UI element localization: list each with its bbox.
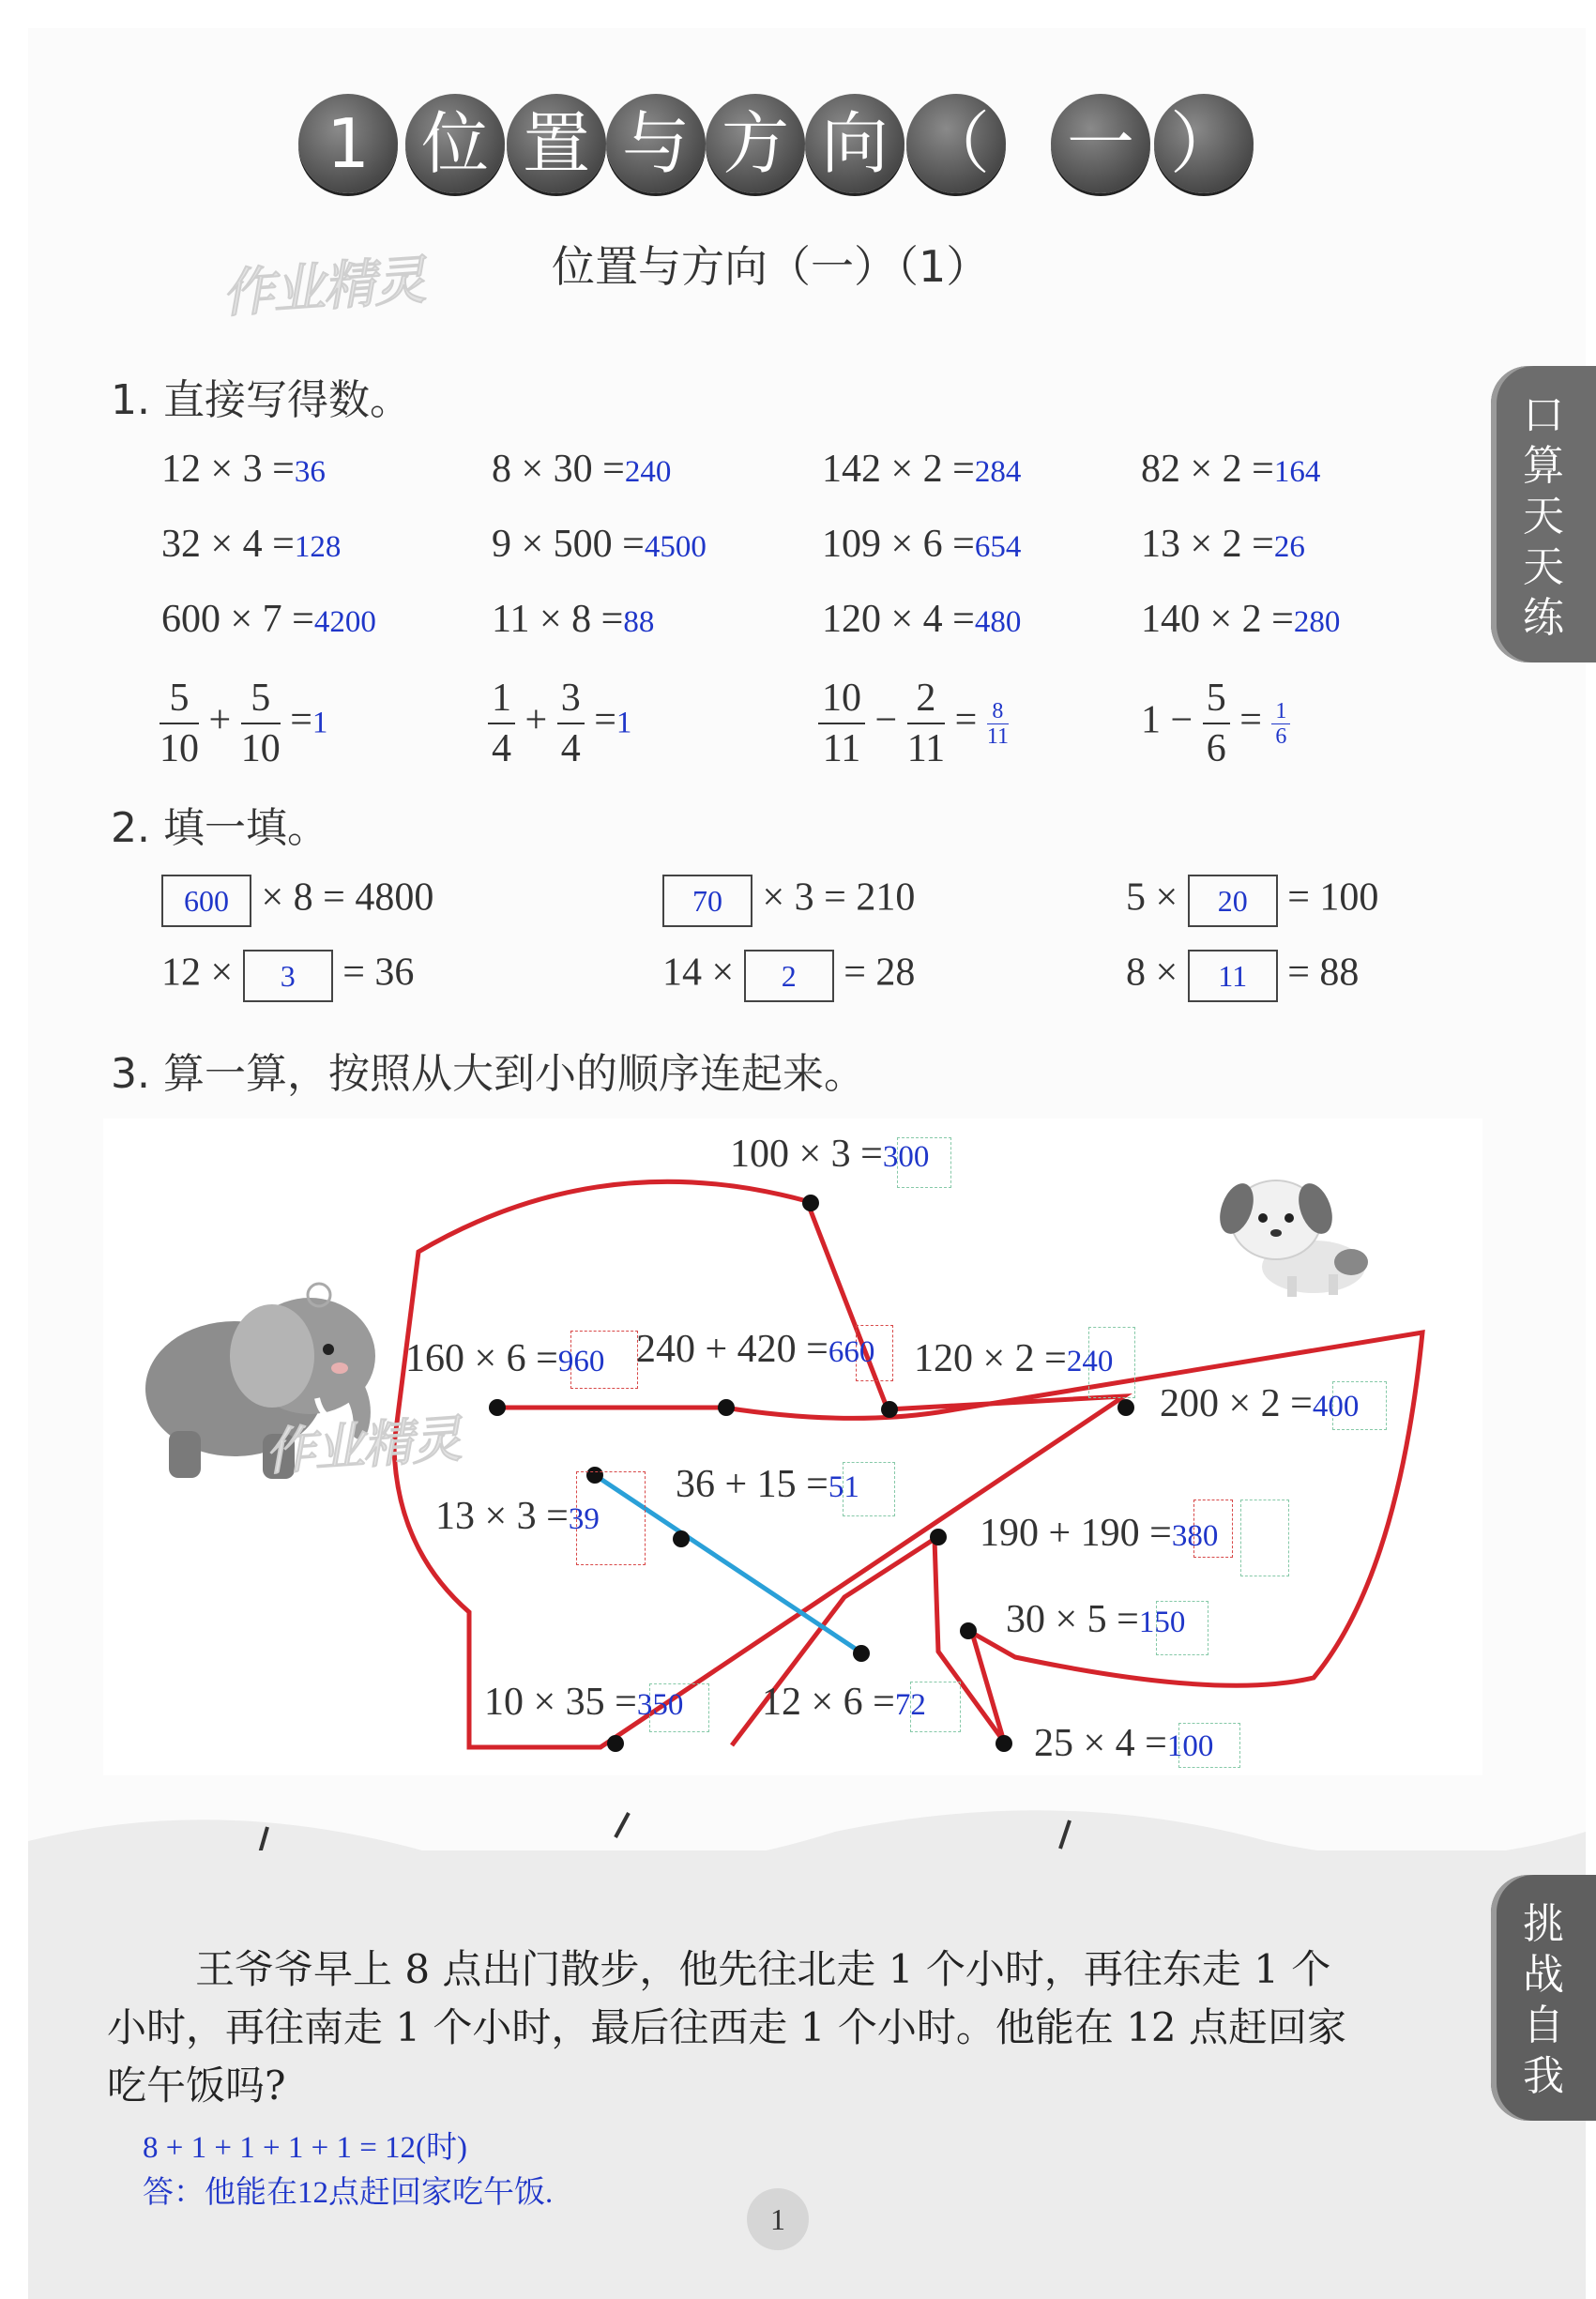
dot-350[interactable] <box>607 1735 624 1752</box>
answer: 960 <box>557 1345 605 1378</box>
title-char-pill: 一 <box>1051 94 1150 193</box>
expression: 240 + 420 = <box>636 1328 828 1371</box>
title-char-pill: 方 <box>706 94 805 193</box>
expression: 32 × 4 = <box>161 523 295 566</box>
equals: = <box>290 698 312 742</box>
dot-960[interactable] <box>489 1399 506 1416</box>
equation-pre: 14 × <box>662 951 735 995</box>
fill-box[interactable]: 2 <box>744 950 834 1002</box>
dot-100[interactable] <box>996 1735 1012 1752</box>
story-line-2: 小时，再往南走 1 个小时，最后往西走 1 个小时。他能在 12 点赶回家 <box>107 2004 1346 2050</box>
watermark-middle: 作业精灵 <box>263 1408 463 1483</box>
expression: 600 × 7 = <box>161 598 314 641</box>
dot-240[interactable] <box>881 1401 898 1418</box>
dot-380[interactable] <box>930 1529 947 1545</box>
answer: 350 <box>636 1688 684 1722</box>
expression: 142 × 2 = <box>822 448 975 491</box>
answer: 380 <box>1171 1519 1219 1553</box>
tab-daily-calc-char: 算 <box>1523 442 1564 490</box>
q2-heading: 2. 填一填。 <box>111 804 328 852</box>
tab-challenge-char: 自 <box>1523 2002 1564 2049</box>
denominator: 11 <box>906 727 946 770</box>
expression: 30 × 5 = <box>1006 1598 1139 1641</box>
answer: 128 <box>294 530 342 564</box>
equals: = <box>1239 698 1262 742</box>
title-char-pill: 位 <box>405 94 505 193</box>
tab-daily-calc-char: 天 <box>1523 543 1564 591</box>
operator: + <box>208 698 232 742</box>
tab-challenge <box>1491 1875 1596 2121</box>
numerator: 5 <box>1203 674 1230 724</box>
expression: 120 × 4 = <box>822 598 975 641</box>
dot-660[interactable] <box>718 1399 735 1416</box>
expression: 120 × 2 = <box>914 1337 1067 1380</box>
answer: 654 <box>974 530 1022 564</box>
answer: 51 <box>828 1470 859 1504</box>
equation-rest: = 100 <box>1287 875 1379 920</box>
equation-rest: = 36 <box>342 951 415 995</box>
q3-item-6 <box>676 1462 859 1507</box>
answer: 300 <box>882 1140 930 1174</box>
answer-box <box>1240 1500 1289 1576</box>
q3-item-7 <box>435 1494 600 1539</box>
tab-daily-calc-char: 天 <box>1523 493 1564 540</box>
tab-challenge-char: 挑 <box>1523 1900 1564 1948</box>
answer-line: 答：他能在12点赶回家吃午饭. <box>143 2176 554 2210</box>
title-char-pill: ） <box>1154 94 1254 193</box>
equals: = <box>954 698 978 742</box>
expression: 13 × 2 = <box>1141 523 1274 566</box>
answer: 240 <box>624 455 672 489</box>
q3-item-2 <box>405 1336 604 1381</box>
answer: 480 <box>974 605 1022 639</box>
operator: − <box>1170 698 1193 742</box>
expression: 12 × 6 = <box>762 1681 895 1724</box>
dot-150[interactable] <box>960 1622 977 1639</box>
answer: 164 <box>1273 455 1321 489</box>
answer: 36 <box>294 455 326 489</box>
denominator: 11 <box>822 727 861 770</box>
answer: 240 <box>1066 1345 1114 1378</box>
title-char-pill: 向 <box>805 94 904 193</box>
equation-pre: 8 × <box>1126 951 1178 995</box>
numerator: 5 <box>241 674 281 724</box>
expression: 36 + 15 = <box>676 1463 828 1506</box>
expression: 82 × 2 = <box>1141 448 1274 491</box>
tab-daily-calc-char: 练 <box>1523 594 1564 642</box>
dot-300[interactable] <box>802 1195 819 1211</box>
denominator: 10 <box>240 727 281 770</box>
denominator: 10 <box>160 727 199 770</box>
fill-box[interactable]: 20 <box>1188 875 1278 927</box>
dot-400[interactable] <box>1117 1399 1134 1416</box>
title-char-pill: 1 <box>298 94 398 193</box>
q3-item-8 <box>980 1511 1218 1556</box>
denominator: 6 <box>1275 723 1287 749</box>
equation-pre: 5 × <box>1126 875 1178 920</box>
q3-item-4 <box>914 1336 1113 1381</box>
dot-72[interactable] <box>853 1645 870 1662</box>
denominator: 4 <box>492 727 511 770</box>
tab-challenge-char: 我 <box>1523 2052 1564 2100</box>
numerator: 2 <box>907 674 945 724</box>
equation-rest: × 8 = 4800 <box>261 875 434 920</box>
title-char-pill: （ <box>906 94 1006 193</box>
expression: 11 × 8 = <box>492 598 624 641</box>
numerator: 1 <box>488 674 515 724</box>
expression: 190 + 190 = <box>980 1512 1172 1555</box>
expression: 12 × 3 = <box>161 448 295 491</box>
title-char-pill: 与 <box>606 94 706 193</box>
answer: 39 <box>568 1502 600 1536</box>
q3-item-3 <box>636 1327 874 1372</box>
expression: 13 × 3 = <box>435 1495 569 1538</box>
equals: = <box>594 698 616 742</box>
expression: 140 × 2 = <box>1141 598 1294 641</box>
q3-item-9 <box>1006 1597 1185 1642</box>
expression: 8 × 30 = <box>492 448 625 491</box>
q3-item-10 <box>484 1680 683 1725</box>
tab-challenge-char: 战 <box>1523 1951 1564 1999</box>
page-number: 1 <box>747 2188 809 2250</box>
fill-box[interactable]: 70 <box>662 875 752 927</box>
q3-heading: 3. 算一算，按照从大到小的顺序连起来。 <box>111 1050 865 1098</box>
numerator: 10 <box>818 674 865 724</box>
answer: 660 <box>828 1335 875 1369</box>
answer: 4200 <box>313 605 376 639</box>
denominator: 11 <box>986 723 1009 749</box>
q3-item-5 <box>1160 1381 1359 1426</box>
denominator: 6 <box>1206 727 1226 770</box>
expression: 100 × 3 = <box>730 1133 883 1176</box>
fill-box[interactable]: 600 <box>161 875 251 927</box>
fill-box[interactable]: 11 <box>1188 950 1278 1002</box>
equation-rest: = 28 <box>844 951 916 995</box>
equation-rest: = 88 <box>1287 951 1360 995</box>
answer: 4500 <box>644 530 707 564</box>
expression: 160 × 6 = <box>405 1337 558 1380</box>
numerator: 8 <box>987 699 1009 724</box>
operator: − <box>874 698 898 742</box>
q3-item-12 <box>1034 1721 1213 1766</box>
answer: 280 <box>1293 605 1341 639</box>
answer: 100 <box>1166 1729 1214 1763</box>
q3-item-11 <box>762 1680 926 1725</box>
answer: 1 <box>616 706 632 740</box>
equation-pre: 12 × <box>161 951 234 995</box>
numerator: 5 <box>160 674 199 724</box>
work-line: 8 + 1 + 1 + 1 + 1 = 12(时) <box>143 2131 468 2165</box>
answer: 150 <box>1138 1606 1186 1639</box>
operand: 1 <box>1141 698 1161 742</box>
answer: 400 <box>1312 1390 1360 1424</box>
numerator: 3 <box>557 674 585 724</box>
watermark-top: 作业精灵 <box>220 250 427 326</box>
expression: 25 × 4 = <box>1034 1722 1167 1765</box>
expression: 109 × 6 = <box>822 523 975 566</box>
answer: 72 <box>894 1688 926 1722</box>
expression: 200 × 2 = <box>1160 1382 1313 1425</box>
fill-box[interactable]: 3 <box>243 950 333 1002</box>
expression: 9 × 500 = <box>492 523 645 566</box>
expression: 10 × 35 = <box>484 1681 637 1724</box>
story-line-3: 吃午饭吗? <box>107 2063 286 2109</box>
tab-daily-calc-char: 口 <box>1523 391 1564 439</box>
answer: 26 <box>1273 530 1305 564</box>
answer: 88 <box>623 605 655 639</box>
answer: 1 <box>312 706 328 740</box>
lesson-subtitle: 位置与方向（一）（1） <box>552 241 990 292</box>
equation-rest: × 3 = 210 <box>762 875 916 920</box>
operator: + <box>524 698 548 742</box>
q1-heading: 1. 直接写得数。 <box>111 376 411 424</box>
dot-51[interactable] <box>673 1530 690 1547</box>
title-char-pill: 置 <box>507 94 606 193</box>
denominator: 4 <box>560 727 581 770</box>
q3-item-1 <box>730 1132 929 1177</box>
answer: 284 <box>974 455 1022 489</box>
story-line-1: 王爷爷早上 8 点出门散步，他先往北走 1 个小时，再往东走 1 个 <box>195 1946 1331 1992</box>
numerator: 1 <box>1271 699 1290 724</box>
